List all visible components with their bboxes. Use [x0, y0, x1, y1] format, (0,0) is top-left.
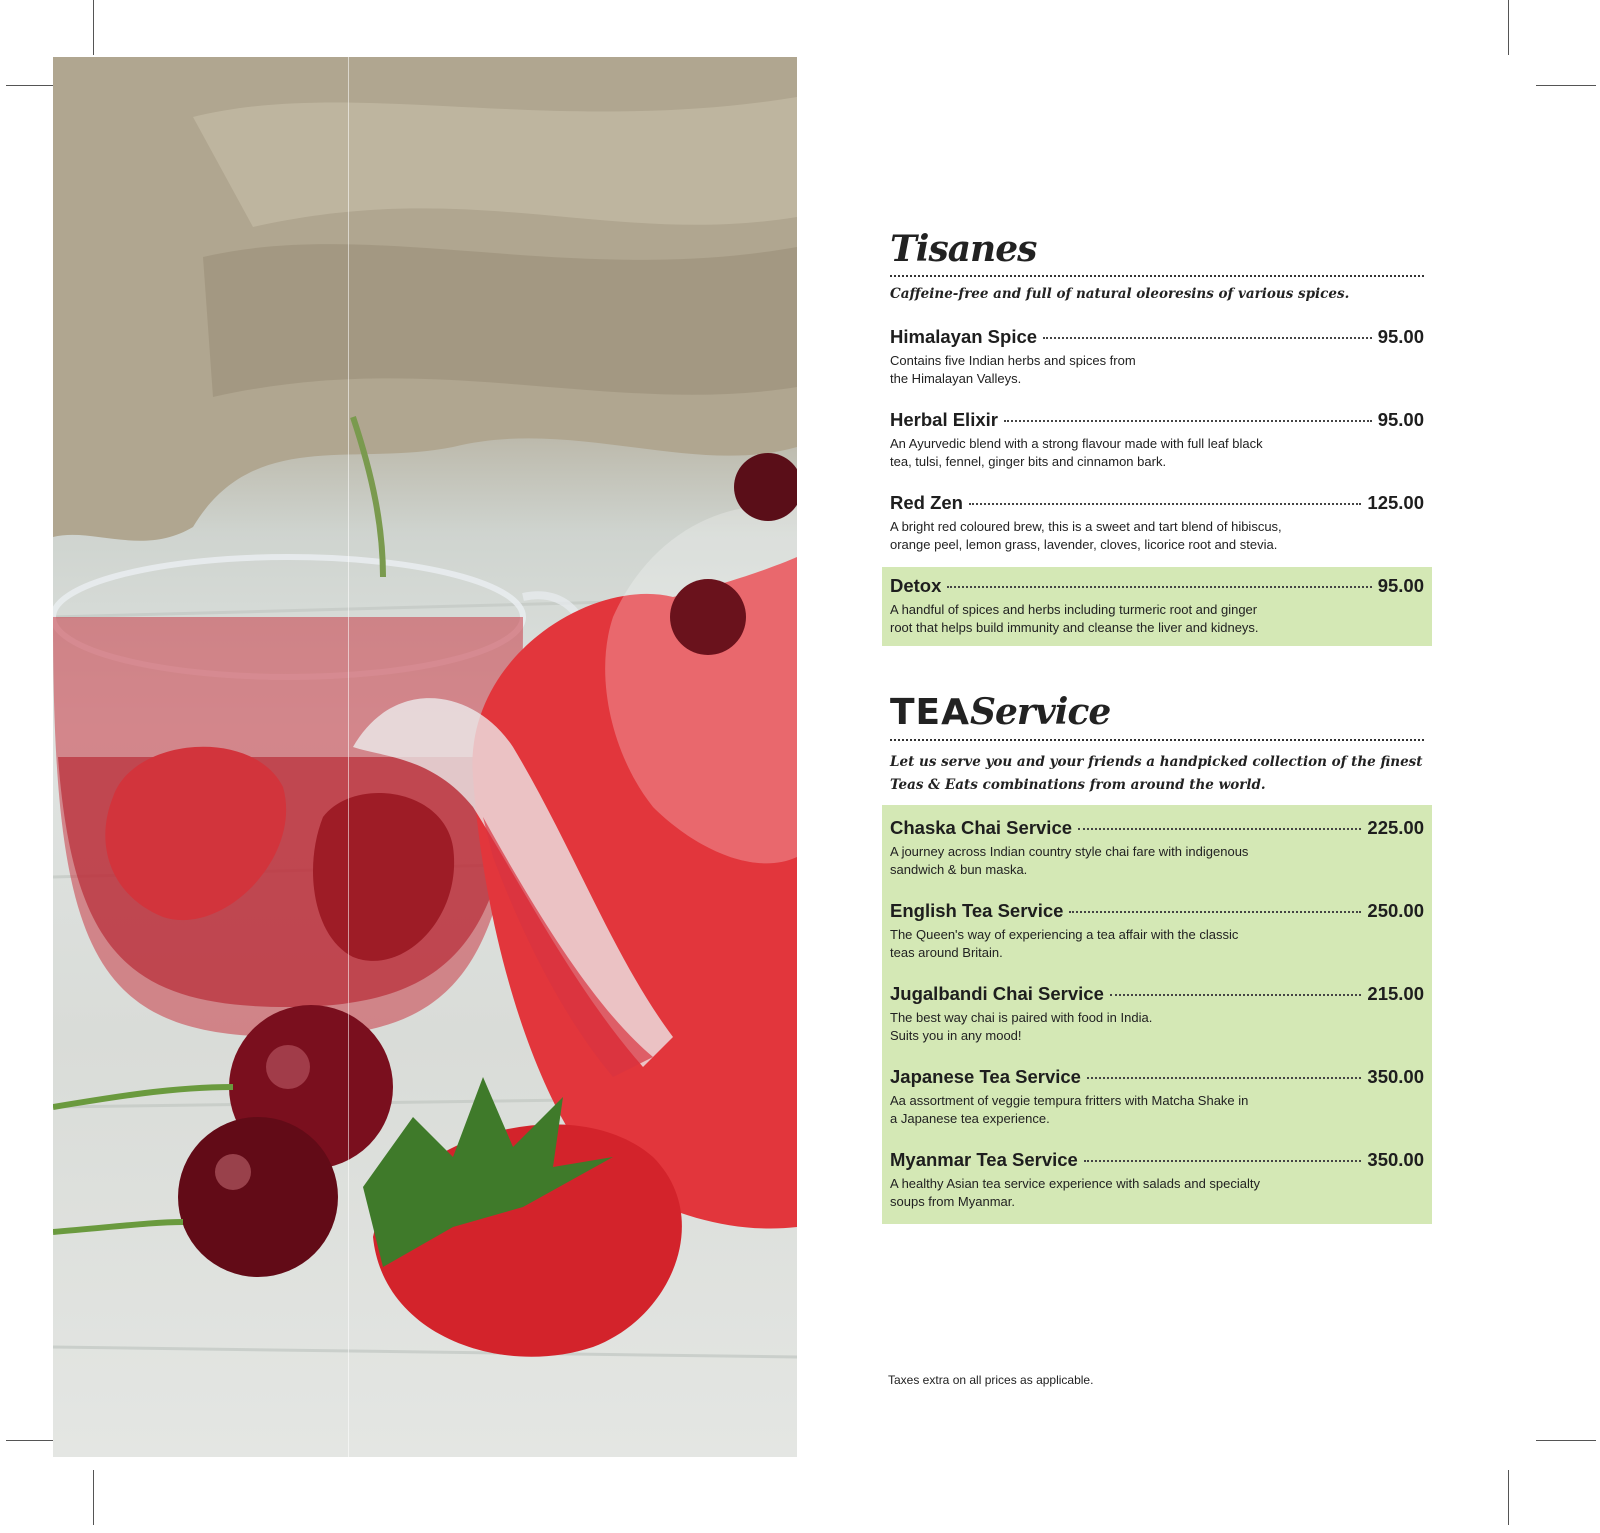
item-description: Contains five Indian herbs and spices from the Himalayan Valleys.: [890, 353, 1136, 386]
item-name: Detox: [890, 575, 942, 596]
leader-dots: [1004, 420, 1372, 422]
leader-dots: [1084, 1160, 1362, 1162]
item-description: The Queen's way of experiencing a tea affair with the classic teas around Britain.: [890, 927, 1239, 960]
item-name: Herbal Elixir: [890, 409, 998, 430]
item-price: 350.00: [1367, 1066, 1424, 1087]
menu-column: [882, 225, 1432, 1224]
crop-mark: [1536, 85, 1596, 86]
item-price: 95.00: [1377, 575, 1424, 596]
item-name: Japanese Tea Service: [890, 1066, 1081, 1087]
menu-item-highlighted: [882, 567, 1432, 646]
leader-dots: [969, 503, 1361, 505]
item-price: 215.00: [1367, 983, 1424, 1004]
item-price: 125.00: [1367, 492, 1424, 513]
section-tagline: Let us serve you and your friends a handpicked collection of the finest Teas & Eats combinations from around the world.: [890, 754, 1423, 793]
item-price: 250.00: [1367, 900, 1424, 921]
item-name: Himalayan Spice: [890, 326, 1038, 347]
tisanes-section: [882, 225, 1432, 646]
item-name: Jugalbandi Chai Service: [890, 983, 1104, 1004]
tea-service-section: [882, 688, 1432, 1224]
title-script: Service: [970, 691, 1111, 733]
menu-item: [882, 318, 1432, 393]
item-price: 95.00: [1377, 409, 1424, 430]
tax-footnote: Taxes extra on all prices as applicable.: [888, 1373, 1094, 1387]
menu-item: [882, 1058, 1432, 1133]
menu-item: [882, 809, 1432, 884]
tea-service-list: [882, 805, 1432, 1224]
item-name: Myanmar Tea Service: [890, 1149, 1078, 1170]
crop-mark: [1508, 0, 1509, 55]
fold-line: [348, 57, 349, 1457]
section-title-tea-service: [882, 688, 1432, 737]
item-name: Chaska Chai Service: [890, 817, 1073, 838]
item-name: Red Zen: [890, 492, 963, 513]
leader-dots: [1069, 911, 1361, 913]
item-description: Aa assortment of veggie tempura fritters with Matcha Shake in a Japanese tea experience.: [890, 1093, 1249, 1126]
menu-item: [882, 892, 1432, 967]
crop-mark: [93, 1470, 94, 1525]
crop-mark: [1536, 1440, 1596, 1441]
menu-item: [882, 484, 1432, 559]
leader-dots: [1087, 1077, 1361, 1079]
menu-item: [882, 1141, 1432, 1216]
tisane-photo: [53, 57, 797, 1457]
item-description: A healthy Asian tea service experience with salads and specialty soups from Myanmar.: [890, 1176, 1260, 1209]
menu-item: [882, 401, 1432, 476]
title-caps: TEA: [890, 692, 971, 733]
item-description: The best way chai is paired with food in India. Suits you in any mood!: [890, 1010, 1153, 1043]
item-description: A journey across Indian country style chai fare with indigenous sandwich & bun maska.: [890, 844, 1249, 877]
crop-mark: [93, 0, 94, 55]
section-tagline: Caffeine-free and full of natural oleoresins of various spices.: [890, 286, 1350, 302]
crop-mark: [1508, 1470, 1509, 1525]
item-price: 350.00: [1367, 1149, 1424, 1170]
item-description: An Ayurvedic blend with a strong flavour made with full leaf black tea, tulsi, fennel, ginger bits and cinnamon bark.: [890, 436, 1263, 469]
leader-dots: [947, 586, 1371, 588]
menu-item: [882, 975, 1432, 1050]
tisanes-list: [882, 318, 1432, 646]
leader-dots: [1110, 994, 1362, 996]
item-name: English Tea Service: [890, 900, 1064, 921]
item-description: A bright red coloured brew, this is a sweet and tart blend of hibiscus, orange peel, lemon grass, lavender, cloves, licorice root and stevia.: [890, 519, 1282, 552]
item-price: 95.00: [1377, 326, 1424, 347]
item-price: 225.00: [1367, 817, 1424, 838]
leader-dots: [1078, 828, 1361, 830]
item-description: A handful of spices and herbs including turmeric root and ginger root that helps build immunity and cleanse the liver and kidneys.: [890, 602, 1259, 635]
section-title-tisanes: Tisanes: [890, 228, 1037, 270]
leader-dots: [1043, 337, 1372, 339]
